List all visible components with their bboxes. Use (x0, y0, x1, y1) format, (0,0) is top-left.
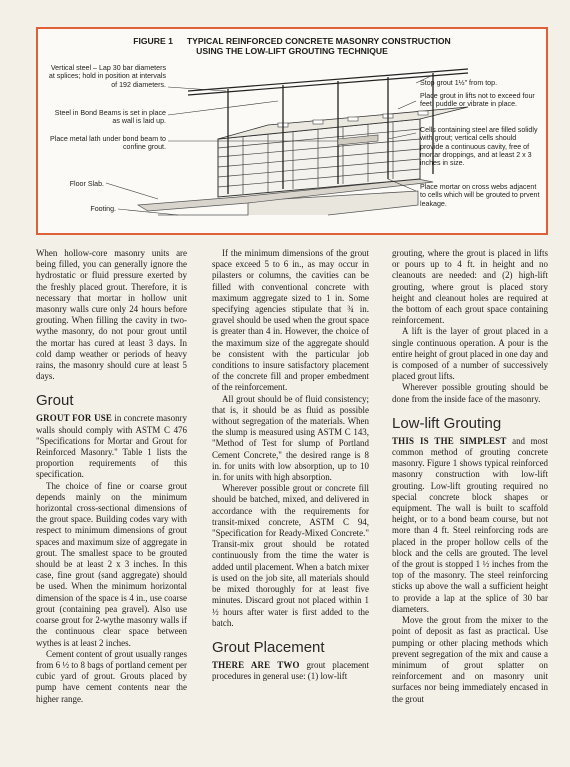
lead-in: THERE ARE TWO (212, 659, 300, 670)
paragraph: All grout should be of fluid consistency; that is, it should be as fluid as possible without segregation of the materials. When the slump is measured using ASTM C 143, "Method of Test for slump of Portland Cement Concrete," the desired range is 8 in. for units with low absorption, up to 10 in. for units with high absorption. (212, 393, 369, 483)
lead-in: THIS IS THE SIMPLEST (392, 435, 507, 446)
text-column-2 (212, 248, 369, 682)
paragraph: grouting, where the grout is placed in lifts or pours up to 4 ft. in height and no cleanouts are needed: and (2) high-lift grouting, where grout is placed story height and cleanout holes are required at the bottom of each grout space containing reinforcement. (392, 248, 548, 326)
paragraph: Move the grout from the mixer to the point of deposit as fast as practical. Use pumping or other placing methods which prevent segregation of the mix and cause a minimum of grout splatter on reinforcement and on masonry unit surfaces nor being immediately encased in the grout (392, 615, 548, 704)
paragraph-text: in concrete masonry walls should comply with ASTM C 476 "Specifications for Mortar and Grout for Reinforced Masonry." Table 1 lists the proportion requirements of this specification. (36, 413, 187, 480)
paragraph: The choice of fine or coarse grout depends mainly on the minimum horizontal cross-sectional dimensions of the grout space. Building codes vary with respect to minimum dimensions of grout spaces and maximum size of aggregate in grout. The smallest space to be grouted should be at least 2 x 3 inches. In this case, fine grout (sand aggregate) should be used. When the minimum horizontal dimension of the space is 4 in., use coarse grout (containing pea gravel). Also use coarse grout for 2-wythe masonry walls if the continuous clear space between wythes is at least 2 inches. (36, 480, 187, 648)
callout-stop-grout: Stop grout 1½" from top. (420, 79, 498, 87)
paragraph (36, 413, 187, 480)
paragraph: A lift is the layer of grout placed in a single continuous operation. A pour is the entire height of grout placed in one day and is composed of a number of successively placed grout lifts. (392, 326, 548, 382)
lead-in: GROUT FOR USE (36, 413, 113, 424)
callout-cells-steel: Cells containing steel are filled solidly with grout; vertical cells should provide a continuous cavity, free of mortar droppings, and at least 2 x 3 inches in size. (420, 126, 538, 168)
callout-footing: Footing. (90, 205, 116, 213)
callout-grout-lifts: Place grout in lifts not to exceed four feet; puddle or vibrate in place. (420, 92, 535, 109)
paragraph (392, 436, 548, 615)
text-column-1 (36, 248, 187, 705)
paragraph (212, 660, 369, 682)
heading-grout: Grout (36, 392, 74, 410)
paragraph: If the minimum dimensions of the grout space exceed 5 to 6 in., as may occur in pilasters or columns, the cavities can be filled with conventional concrete with maximum aggregate sized to 1 in. Some specifying agencies stipulate that ¾ in. gravel should be used when the grout space is greater than 4 in. However, the choice of the maximum size of the aggregate should be consistent with the particular job conditions to insure satisfactory placement of the concrete fill and proper embedment of the reinforcement. (212, 248, 369, 393)
callout-floor-slab: Floor Slab. (69, 180, 104, 188)
heading-grout-placement: Grout Placement (212, 638, 325, 656)
paragraph: Wherever possible grouting should be done from the inside face of the masonry. (392, 382, 548, 404)
callout-metal-lath: Place metal lath under bond beam to confine grout. (50, 135, 166, 152)
paragraph: Cement content of grout usually ranges from 6 ½ to 8 bags of portland cement per cubic yard of grout. Grouts placed by pump have cement contents near the higher range. (36, 648, 187, 704)
paragraph-text: grout placement procedures in general use: (1) low-lift (212, 659, 369, 682)
paragraph: When hollow-core masonry units are being filled, you can generally ignore the hydrostatic or fluid pressure exerted by the freshly placed grout. Therefore, it is necessary that mortar in hollow unit masonry walls cure only 24 hours before grouting. When filling the cavity in two-wythe masonry, do not pour grout until the mortar has cured at least 3 days. In cold damp weather or periods of heavy rains, the masonry should cure at least 5 days. (36, 248, 187, 382)
text-column-3 (392, 248, 548, 705)
paragraph: Wherever possible grout or concrete fill should be batched, mixed, and delivered in accordance with the requirements for transit-mixed concrete, ASTM C 94, "Specification for Ready-Mixed Concrete." Transit-mix grout should be rotated continuously from the time the water is added until placement. When a batch mixer is used on the job site, all materials should be mixed thoroughly for at least five minutes. Discard grout not placed within 1 ½ hours after water is first added to the batch. (212, 483, 369, 628)
callout-vertical-steel: Vertical steel – Lap 30 bar diameters at splices; hold in position at intervals of 192 diameters. (48, 64, 166, 89)
figure-title-line1: TYPICAL REINFORCED CONCRETE MASONRY CONSTRUCTION (186, 36, 451, 46)
callout-mortar-webs: Place mortar on cross webs adjacent to cells which will be grouted to prvent leakage. (420, 183, 540, 208)
figure-label: FIGURE 1 (133, 36, 173, 46)
callout-bond-beam-steel: Steel in Bond Beams is set in place as wall is laid up. (54, 109, 166, 126)
figure-1 (36, 27, 548, 235)
figure-title-line2: USING THE LOW-LIFT GROUTING TECHNIQUE (196, 46, 388, 56)
heading-low-lift-grouting: Low-lift Grouting (392, 414, 502, 432)
paragraph-text: and most common method of grouting concrete masonry. Figure 1 shows typical reinforced masonry construction with low-lift grouting. Low-lift grouting required no special concrete block shapes or equipment. The wall is built to scaffold height, or to a bond beam course, but not more than 4 ft. Steel reinforcing rods are placed in the proper hollow cells of the block and the cells are grouted. The level of the grout is stopped 1 ½ inches from the top of the masonry. The steel reinforcing sticks up above the wall a sufficient height to provide a lap at the splice of 30 bar diameters. (392, 435, 548, 614)
